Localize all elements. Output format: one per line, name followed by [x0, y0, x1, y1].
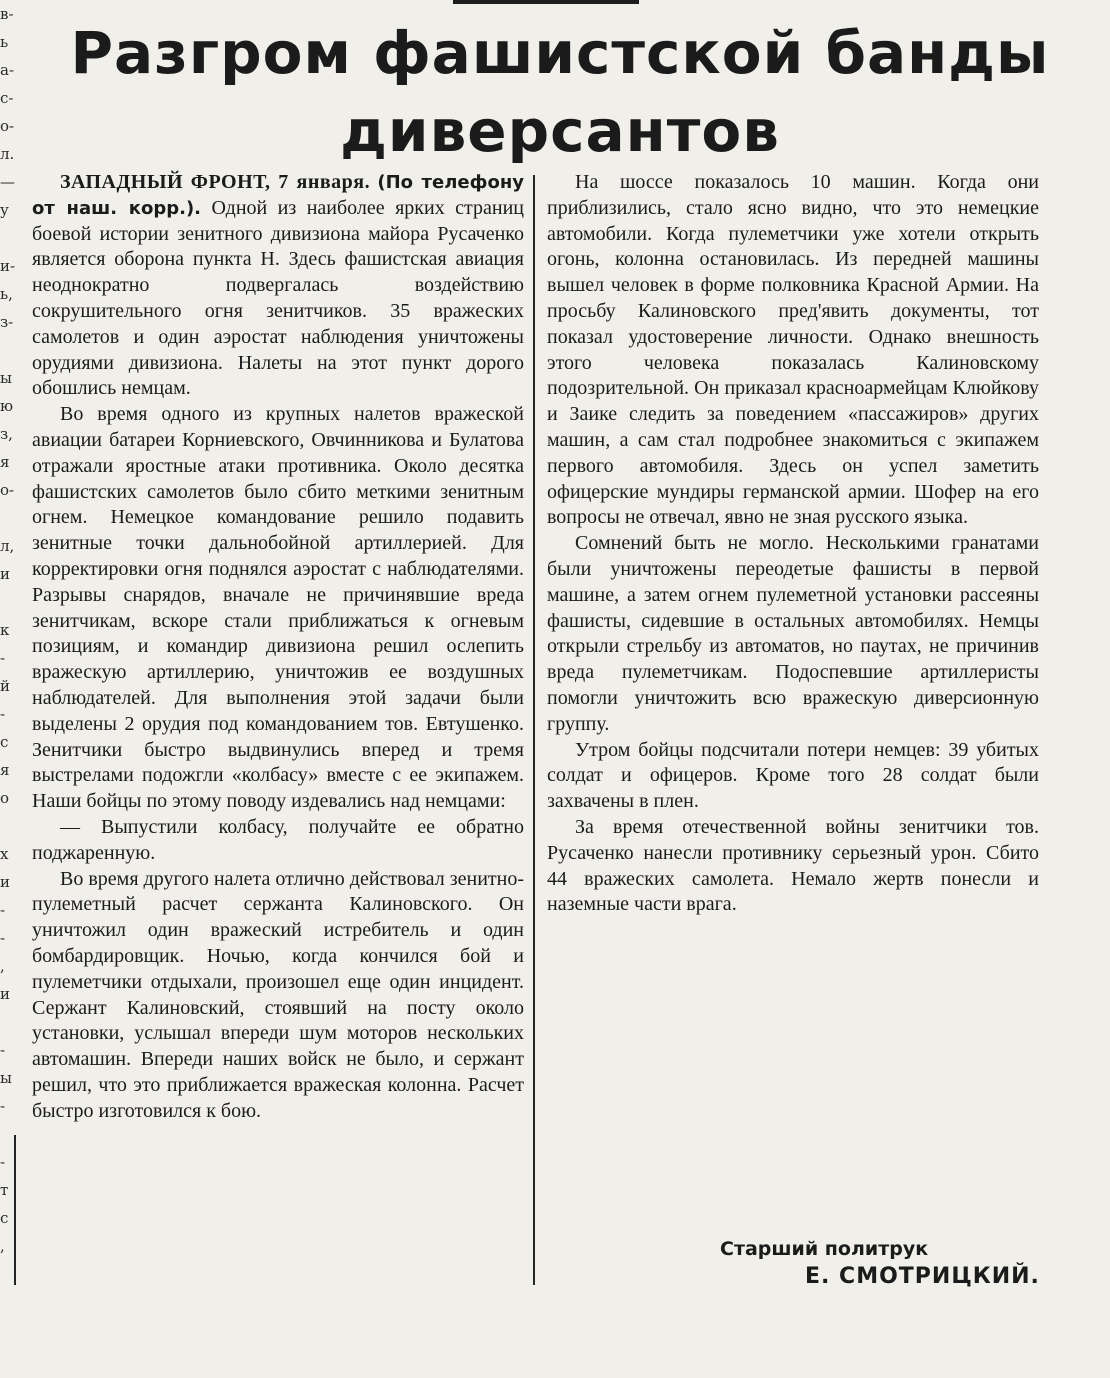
left-margin-fragments — [0, 0, 16, 1290]
article-column-right — [547, 170, 1039, 918]
margin-fragment: ь — [0, 33, 9, 51]
lead-text: Одной из наиболее ярких страниц боевой истории зенитного дивизиона майора Русаченко является оборона пункта Н. Здесь фашистская авиация неоднократно подвергалась воздействию сокрушительного огня зенитчиков. 35 вражеских самолетов и один аэростат наблюдения уничтожены орудиями дивизиона. Налеты на этот пункт дорого обошлись немцам. — [32, 196, 524, 400]
margin-fragment: с — [0, 733, 9, 751]
margin-fragment — [0, 504, 16, 532]
margin-fragment: - — [0, 1153, 6, 1171]
paragraph-3: — Выпустили колбасу, получайте ее обратно поджаренную. — [32, 815, 524, 864]
dateline: ЗАПАДНЫЙ ФРОНТ, 7 января. — [60, 171, 371, 193]
signature-name: Е. СМОТРИЦКИЙ. — [805, 1264, 1040, 1289]
article-column-left — [32, 170, 524, 1124]
margin-fragment: - — [0, 901, 6, 919]
margin-fragment: - — [0, 929, 6, 947]
margin-fragment: л. — [0, 145, 15, 163]
margin-fragment: в- — [0, 5, 14, 23]
margin-fragment — [0, 224, 16, 252]
margin-fragment: , — [0, 1237, 5, 1255]
margin-fragment: и — [0, 873, 10, 891]
margin-fragment — [0, 812, 16, 840]
paragraph-4: Во время другого налета отлично действовал зенитно-пулеметный расчет сержанта Калиновского. Он уничтожил один вражеский истребитель и один бомбардировщик. Ночью, когда кончился бой и пулеметчики отдыхали, произошел еще один инцидент. Сержант Калиновский, стоявший на посту около установки, услышал впереди шум моторов нескольких автомашин. Впереди наших войск не было, и сержант решил, что это приближается вражеская колонна. Расчет быстро изготовился к бою. — [32, 867, 524, 1122]
margin-fragment: я — [0, 761, 10, 779]
paragraph-5: На шоссе показалось 10 машин. Когда они приблизились, стало ясно видно, что это немецкие автомобили. Когда пулеметчики уже хотели открыть огонь, колонна остановилась. Из передней машины вышел человек в форме полковника Красной Армии. На просьбу Калиновского пред'явить документы, тот показал удостоверение личности. Однако внешность этого человека показалась Калиновскому подозрительной. Он приказал красноармейцам Клюйкову и Заике следить за поведением «пассажиров» других машин, а сам стал подробнее знакомиться с экипажем первого автомобиля. Здесь он успел заметить офицерские мундиры германской армии. Шофер на его вопросы не отвечал, явно не зная русского языка. — [547, 171, 1039, 529]
margin-fragment — [0, 1008, 16, 1036]
margin-fragment: и- — [0, 257, 16, 275]
margin-fragment: с- — [0, 89, 14, 107]
margin-fragment: х — [0, 845, 9, 863]
margin-fragment: - — [0, 1097, 6, 1115]
margin-fragment: т — [0, 1181, 9, 1199]
left-column-rule — [14, 1135, 16, 1285]
margin-fragment: й — [0, 677, 10, 695]
signature — [700, 1238, 1060, 1289]
lead-paragraph — [32, 170, 524, 402]
margin-fragment: л, — [0, 537, 15, 555]
margin-fragment: - — [0, 1041, 6, 1059]
margin-fragment: к — [0, 621, 10, 639]
margin-fragment: и — [0, 565, 10, 583]
margin-fragment: и — [0, 985, 10, 1003]
margin-fragment: — — [0, 173, 15, 191]
paragraph-7: Утром бойцы подсчитали потери немцев: 39 убитых солдат и офицеров. Кроме того 28 солдат были захвачены в плен. — [547, 738, 1039, 813]
margin-fragment: ы — [0, 1069, 12, 1087]
paragraph-8: За время отечественной войны зенитчики тов. Русаченко нанесли противнику серьезный урон. Сбито 44 вражеских самолета. Немало жертв понесли и наземные части врага. — [547, 815, 1039, 916]
attribution: (По телефону от наш. корр.). — [32, 172, 524, 219]
column-rule — [533, 175, 535, 1285]
margin-fragment: з, — [0, 425, 13, 443]
margin-fragment: о- — [0, 117, 15, 135]
headline — [40, 14, 1080, 170]
margin-fragment: ь, — [0, 285, 13, 303]
margin-fragment: с — [0, 1209, 9, 1227]
margin-fragment: у — [0, 201, 9, 219]
margin-fragment: о- — [0, 481, 15, 499]
signature-title: Старший политрук — [720, 1238, 929, 1260]
margin-fragment: а- — [0, 61, 15, 79]
margin-fragment: , — [0, 957, 5, 975]
margin-fragment — [0, 588, 16, 616]
margin-fragment: я — [0, 453, 10, 471]
top-rule — [453, 0, 639, 4]
margin-fragment: - — [0, 705, 6, 723]
paragraph-2: Во время одного из крупных налетов вражеской авиации батареи Корниевского, Овчинникова и Булатова отражали яростные атаки противника. Около десятка фашистских самолетов было сбито меткими зенитным огнем. Немецкое командование решило подавить зенитные точки дальнобойной артиллерией. Для корректировки огня поднялся аэростат с наблюдателями. Разрывы снарядов, вначале не причинявшие вреда зенитчикам, вскоре стали приближаться к огневым позициям, и командир дивизиона решил ослепить вражескую артиллерию, уничтожив ее воздушных наблюдателей. Для выполнения этой задачи были выделены 2 орудия под командованием тов. Евтушенко. Зенитчики быстро выдвинулись вперед и тремя выстрелами подожгли «колбасу» вместе с ее экипажем. Наши бойцы по этому поводу издевались над немцами: — [32, 403, 524, 813]
margin-fragment: з- — [0, 313, 14, 331]
margin-fragment: о — [0, 789, 10, 807]
margin-fragment: ю — [0, 397, 14, 415]
margin-fragment: ы — [0, 369, 12, 387]
margin-fragment: - — [0, 649, 6, 667]
headline-line-1: Разгром фашистской банды — [70, 19, 1050, 87]
paragraph-6: Сомнений быть не могло. Несколькими гранатами были уничтожены переодетые фашисты в первой машине, а затем огнем пулеметной установки рассеяны фашисты, сидевшие в остальных автомобилях. Немцы открыли стрельбу из автоматов, но паутах, не причинив вреда пулеметчикам. Подоспевшие артиллеристы помогли уничтожить всю вражескую диверсионную группу. — [547, 532, 1039, 735]
margin-fragment — [0, 336, 16, 364]
headline-line-2: диверсантов — [340, 97, 780, 165]
